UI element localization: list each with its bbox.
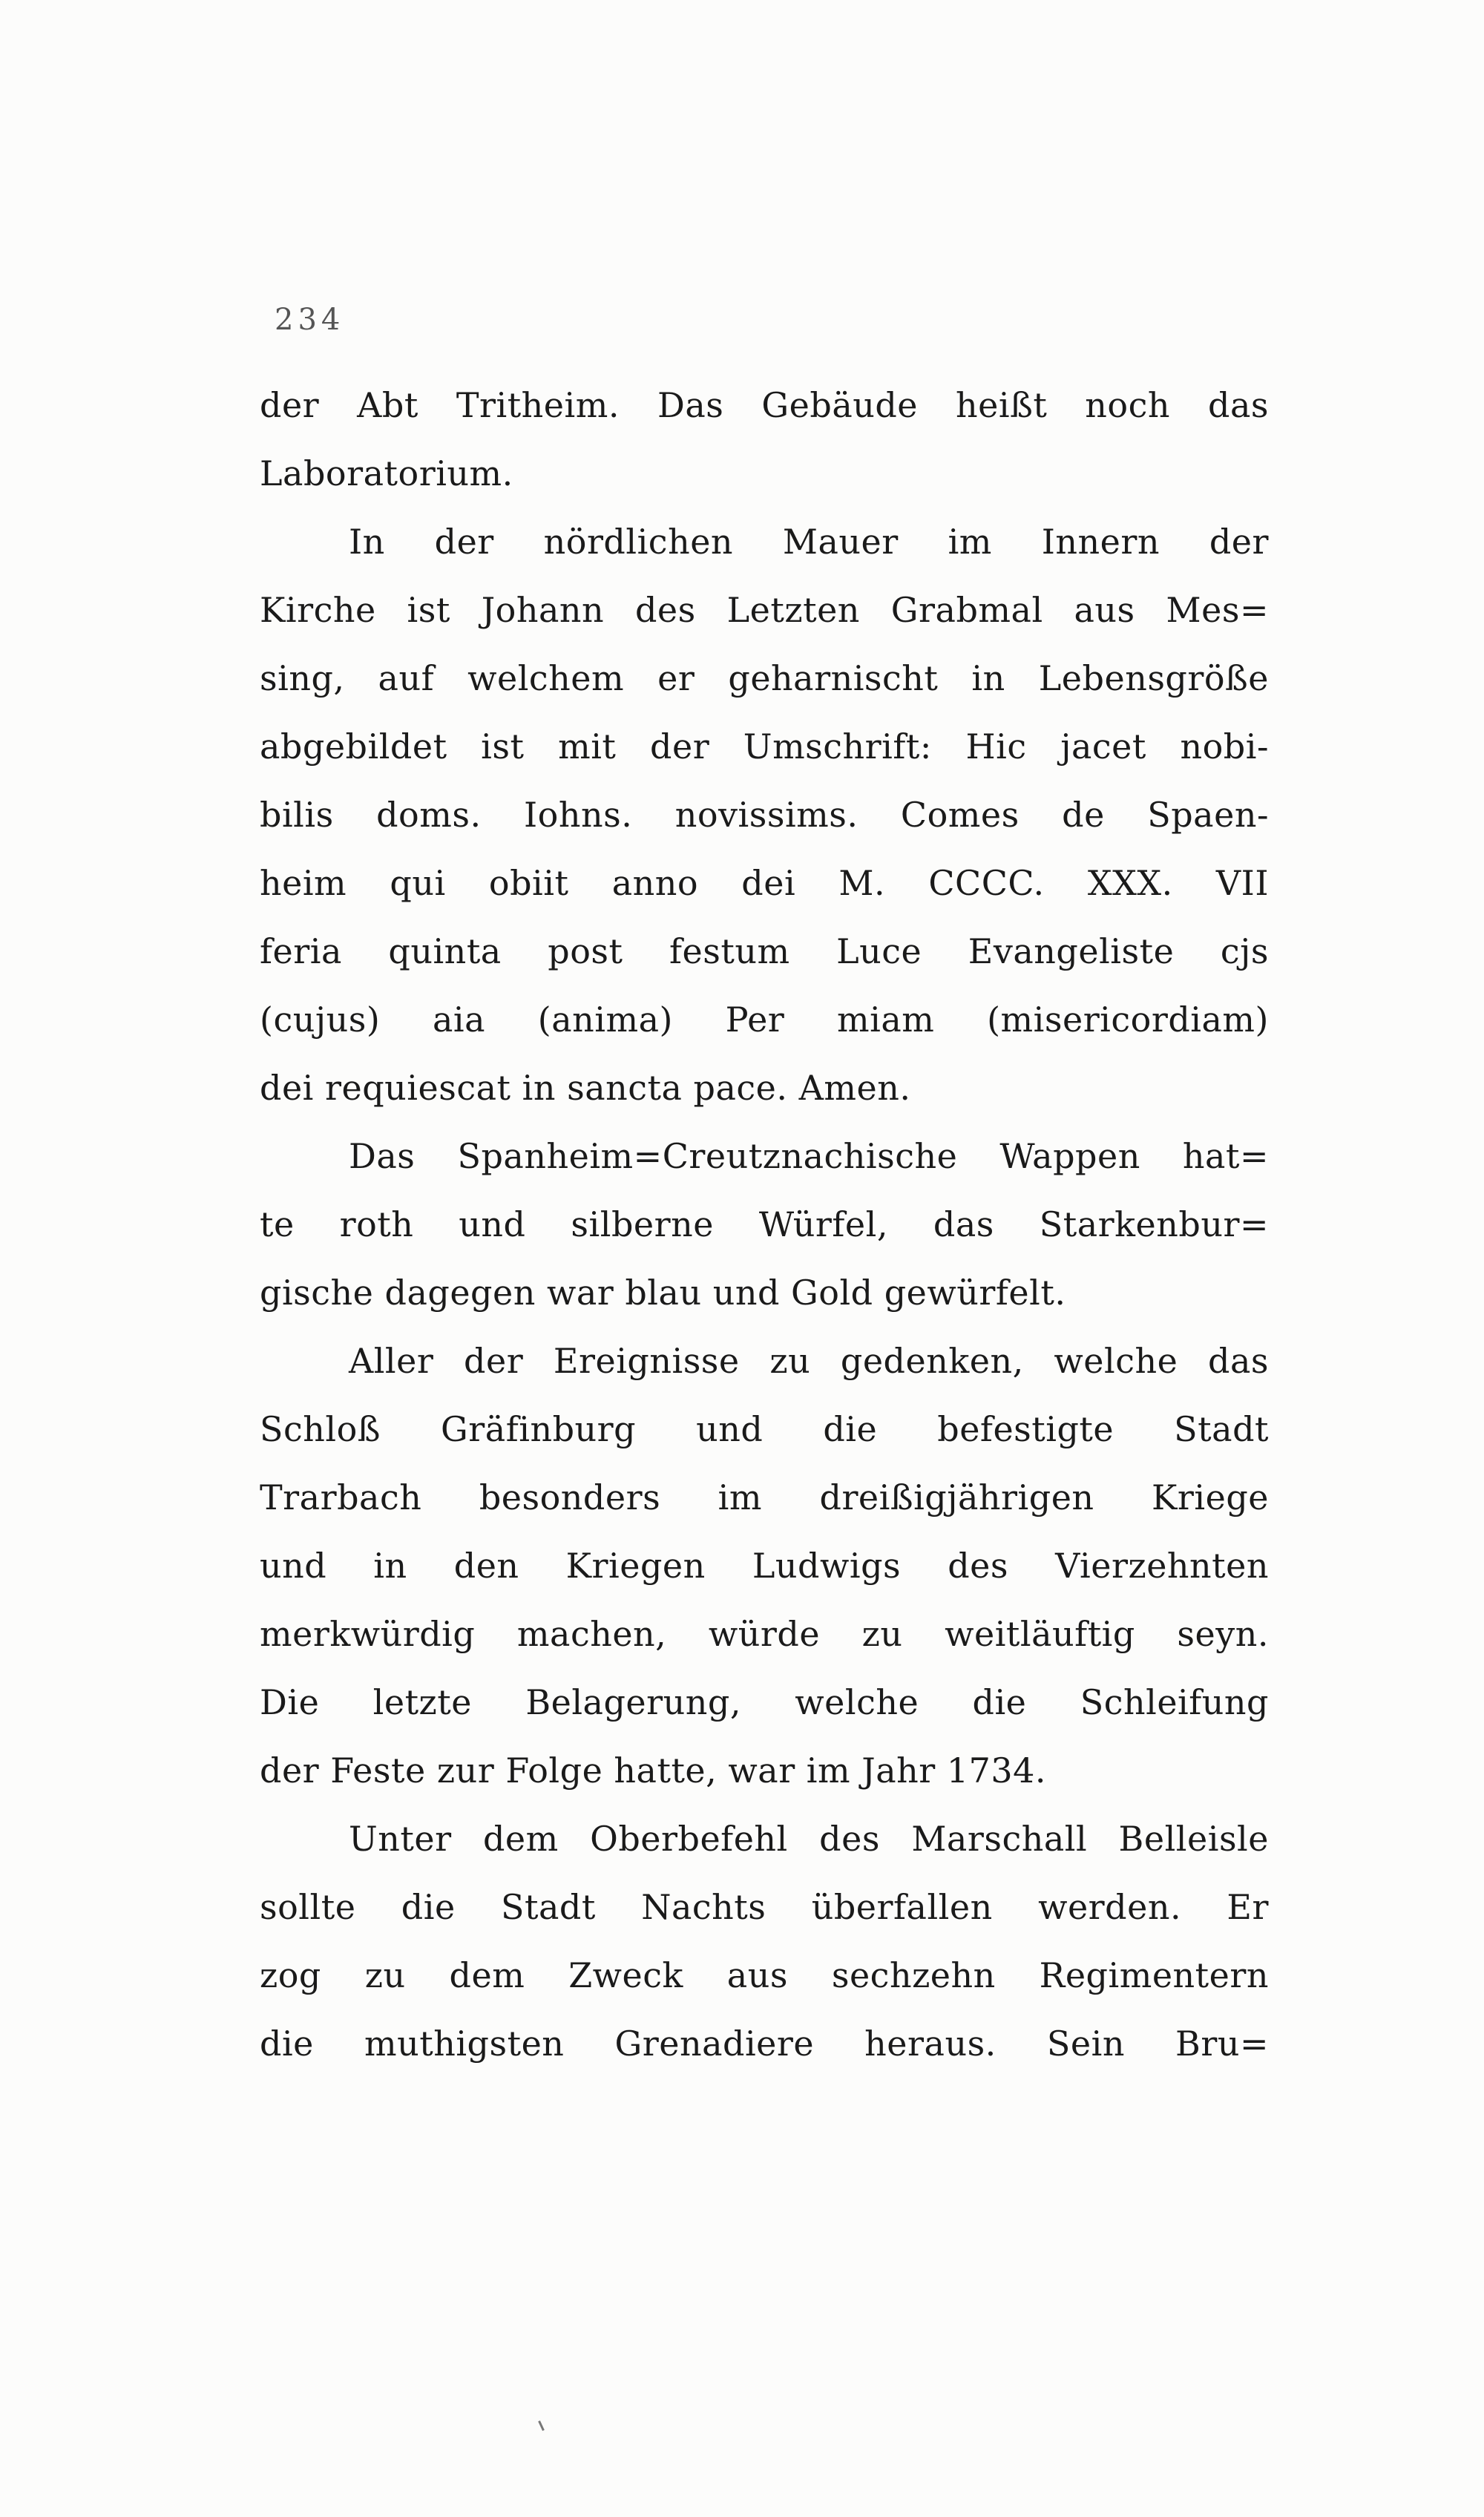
text-line: dei requiescat in sancta pace. Amen. (260, 1068, 911, 1108)
text-line: gische dagegen war blau und Gold gewürfelt. (260, 1273, 1066, 1313)
text-line: der Feste zur Folge hatte, war im Jahr 1734. (260, 1750, 1047, 1791)
text-line: Laboratorium. (260, 453, 513, 493)
text-line: der Abt Tritheim. Das Gebäude heißt noch das (260, 385, 1269, 425)
text-line: Das Spanheim=Creutznachische Wappen hat= (349, 1136, 1269, 1176)
text-line: sollte die Stadt Nachts überfallen werden. Er (260, 1887, 1269, 1927)
text-line: te roth und silberne Würfel, das Starkenbur= (260, 1204, 1269, 1244)
text-line: Unter dem Oberbefehl des Marschall Belleisle (349, 1819, 1269, 1859)
text-line: abgebildet ist mit der Umschrift: Hic jacet nobi- (260, 726, 1269, 767)
text-line: heim qui obiit anno dei M. CCCC. XXX. VII (260, 863, 1269, 903)
text-line: die muthigsten Grenadiere heraus. Sein Bru= (260, 2024, 1269, 2064)
ink-speck (538, 2421, 545, 2431)
text-line: Schloß Gräfinburg und die befestigte Stadt (260, 1409, 1269, 1449)
text-line: Trarbach besonders im dreißigjährigen Kriege (260, 1477, 1269, 1517)
text-line: (cujus) aia (anima) Per miam (misericordiam) (260, 1000, 1269, 1040)
text-line: Kirche ist Johann des Letzten Grabmal aus Mes= (260, 590, 1269, 630)
body-text (260, 371, 1269, 2078)
text-line: Die letzte Belagerung, welche die Schleifung (260, 1682, 1269, 1722)
text-line: sing, auf welchem er geharnischt in Lebensgröße (260, 658, 1269, 698)
text-line: zog zu dem Zweck aus sechzehn Regimentern (260, 1955, 1269, 1995)
page-number: 234 (275, 303, 345, 337)
text-line: In der nördlichen Mauer im Innern der (349, 522, 1269, 562)
text-line: feria quinta post festum Luce Evangeliste cjs (260, 931, 1269, 971)
text-line: und in den Kriegen Ludwigs des Vierzehnten (260, 1546, 1269, 1586)
text-line: bilis doms. Iohns. novissims. Comes de Spaen- (260, 795, 1269, 835)
text-line: merkwürdig machen, würde zu weitläuftig seyn. (260, 1614, 1269, 1654)
text-line: Aller der Ereignisse zu gedenken, welche das (349, 1341, 1269, 1381)
